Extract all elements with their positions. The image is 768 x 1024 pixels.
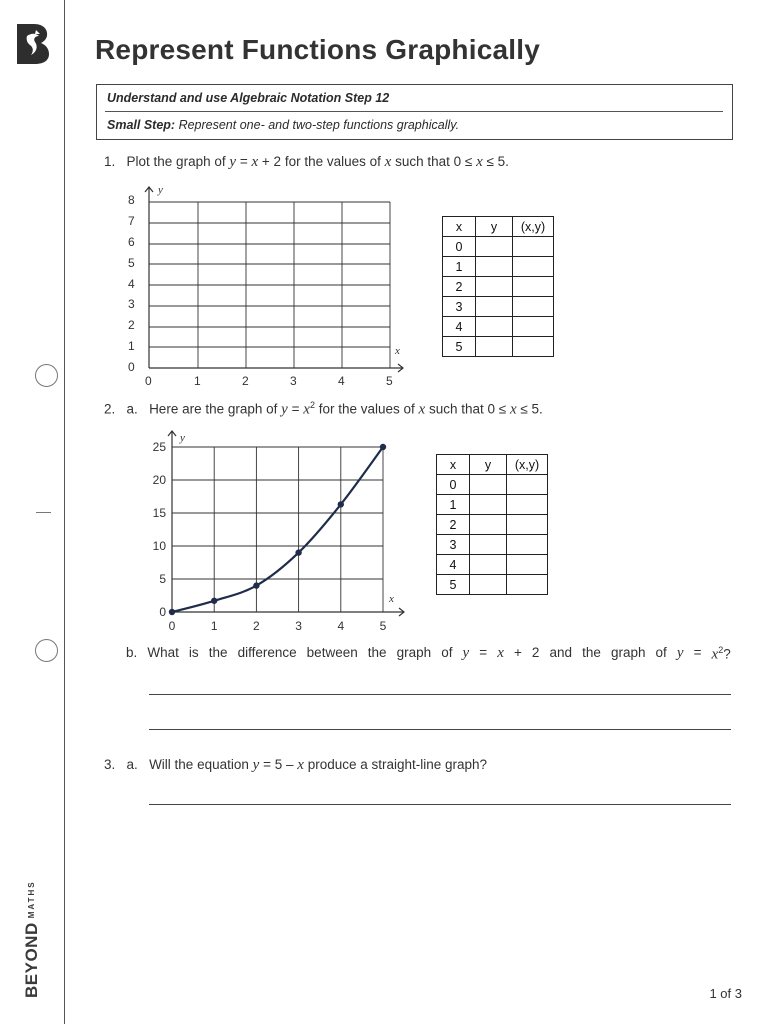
q2b-plus: + (513, 645, 522, 660)
q2b-two: 2 (531, 645, 540, 660)
small-step-line (107, 118, 459, 132)
q1-plus: + 2 (261, 154, 282, 169)
question-2-table (436, 454, 548, 595)
q2b-word: of (441, 645, 453, 660)
question-1-blank-grid (120, 180, 420, 395)
data-point (380, 444, 386, 450)
y-tick-label: 25 (152, 440, 166, 454)
table-xy-input[interactable] (513, 277, 554, 297)
x-axis-label: x (389, 593, 394, 605)
chart-gridlines (172, 447, 383, 612)
table-xy-input[interactable] (513, 297, 554, 317)
q2b-word: the (367, 645, 387, 660)
q2b-word: difference (237, 645, 297, 660)
part-label: a. (126, 757, 138, 772)
table-x-cell: 1 (443, 257, 476, 277)
brand-name: BEYOND (22, 922, 41, 998)
page-number: 1 of 3 (709, 986, 742, 1001)
x-tick-label: 5 (386, 374, 393, 388)
answer-line[interactable] (149, 729, 731, 730)
x-tick-label: 3 (290, 374, 297, 388)
x-axis-label: x (395, 345, 400, 357)
margin-line (64, 0, 65, 1024)
math-x: x (711, 646, 719, 663)
q2b-eq: = (479, 645, 488, 660)
q2b-word: and (549, 645, 573, 660)
y-tick-label: 0 (128, 360, 135, 374)
table-y-input[interactable] (470, 515, 507, 535)
punch-hole-top (35, 364, 58, 387)
small-step-text: Represent one- and two-step functions graphically. (178, 118, 460, 132)
table-xy-input[interactable] (507, 535, 548, 555)
q2-text-d: ≤ 5. (520, 401, 543, 417)
question-number: 2. (104, 401, 116, 417)
part-label: b. (126, 645, 138, 660)
q2b-word: is (188, 645, 199, 660)
data-point (211, 598, 217, 604)
chart-axes (168, 431, 404, 616)
math-x: x (384, 154, 392, 170)
step-info-box (96, 84, 733, 140)
y-axis-label: y (180, 432, 185, 444)
y-tick-label: 15 (152, 506, 166, 520)
q3-text-b: produce a straight-line graph? (307, 757, 488, 772)
table-x-cell: 5 (443, 337, 476, 357)
question-number: 1. (104, 154, 116, 169)
part-label: a. (126, 401, 138, 417)
table-xy-input[interactable] (513, 237, 554, 257)
table-header-row (437, 455, 548, 475)
math-y: y (281, 401, 288, 418)
x-tick-label: 0 (145, 374, 152, 388)
table-xy-input[interactable] (507, 575, 548, 595)
y-tick-label: 4 (128, 277, 135, 291)
table-y-input[interactable] (470, 535, 507, 555)
table-row (437, 575, 548, 595)
q2b-word: graph (396, 645, 432, 660)
table-x-cell: 3 (443, 297, 476, 317)
series-line (172, 447, 383, 612)
y-tick-label: 0 (159, 605, 166, 619)
question-mark: ? (723, 646, 731, 662)
table-x-cell: 0 (437, 475, 470, 495)
table-y-input[interactable] (470, 495, 507, 515)
table-xy-input[interactable] (513, 257, 554, 277)
data-points (169, 444, 386, 615)
table-x-cell: 4 (437, 555, 470, 575)
table-header: (x,y) (513, 217, 554, 237)
question-2b-text (126, 645, 731, 664)
table-row (437, 475, 548, 495)
q2b-word: the (208, 645, 228, 660)
table-row (443, 277, 554, 297)
x-tick-label: 4 (337, 619, 345, 633)
q3-eq: = 5 – (263, 757, 294, 772)
y-tick-label: 3 (128, 297, 135, 311)
answer-line[interactable] (149, 694, 731, 695)
superscript: 2 (718, 645, 724, 655)
y-tick-label: 5 (128, 256, 135, 270)
table-y-input[interactable] (476, 237, 513, 257)
page-title: Represent Functions Graphically (95, 34, 540, 65)
x-tick-label: 1 (210, 619, 218, 633)
math-y: y (229, 154, 237, 170)
y-tick-label: 10 (152, 539, 166, 553)
fold-mark (36, 512, 51, 513)
math-x: x (476, 154, 483, 170)
math-y: y (252, 757, 260, 773)
table-x-cell: 0 (443, 237, 476, 257)
q2-eq: = (291, 401, 300, 417)
table-y-input[interactable] (470, 475, 507, 495)
table-xy-input[interactable] (507, 555, 548, 575)
x-tick-label: 1 (194, 374, 201, 388)
table-y-input[interactable] (476, 337, 513, 357)
table-header: y (470, 455, 507, 475)
math-x: x (418, 401, 426, 418)
data-point (295, 549, 301, 555)
question-2-chart (140, 425, 420, 640)
superscript: 2 (309, 400, 315, 410)
x-tick-label: 4 (338, 374, 345, 388)
table-y-input[interactable] (476, 317, 513, 337)
table-row (437, 495, 548, 515)
y-tick-labels (153, 440, 167, 619)
q2b-word: graph (610, 645, 646, 660)
table-x-cell: 5 (437, 575, 470, 595)
brand-subtitle: MATHS (27, 880, 36, 919)
table-row (437, 515, 548, 535)
beyond-logo-icon (14, 22, 52, 66)
math-x: x (303, 401, 310, 418)
table-xy-input[interactable] (507, 495, 548, 515)
table-header-row (443, 217, 554, 237)
q2-text-c: such that 0 ≤ (428, 401, 507, 417)
table-y-input[interactable] (476, 257, 513, 277)
q2b-word: of (655, 645, 667, 660)
math-x: x (497, 645, 504, 661)
x-tick-labels (169, 619, 387, 633)
table-row (443, 337, 554, 357)
question-3a-text (104, 757, 487, 774)
data-point (338, 501, 344, 507)
answer-line[interactable] (149, 804, 731, 805)
table-header: x (437, 455, 470, 475)
info-divider (105, 111, 723, 112)
math-x: x (297, 757, 304, 773)
y-tick-label: 20 (152, 473, 166, 487)
table-row (443, 237, 554, 257)
table-header: y (476, 217, 513, 237)
question-2a-text (104, 400, 543, 419)
q1-text-c: such that 0 ≤ (395, 154, 473, 169)
q2b-word: between (306, 645, 358, 660)
table-header: x (443, 217, 476, 237)
y-tick-label: 2 (128, 318, 135, 332)
q1-eq: = (239, 154, 248, 169)
table-x-cell: 2 (443, 277, 476, 297)
q2b-eq: = (693, 645, 702, 660)
table-y-input[interactable] (476, 277, 513, 297)
x-tick-label: 5 (379, 619, 387, 633)
question-1-table (442, 216, 554, 357)
small-step-label: Small Step: (107, 118, 176, 132)
table-xy-input[interactable] (507, 515, 548, 535)
q1-text-a: Plot the graph of (126, 154, 226, 169)
table-x-cell: 3 (437, 535, 470, 555)
x-tick-label: 3 (295, 619, 302, 633)
punch-hole-bottom (35, 639, 58, 662)
table-row (443, 317, 554, 337)
data-point (169, 609, 175, 615)
table-row (443, 297, 554, 317)
q2-text-b: for the values of (318, 401, 415, 417)
y-tick-label: 7 (128, 214, 135, 228)
q1-text-d: ≤ 5. (486, 154, 509, 169)
x-tick-label: 0 (168, 619, 176, 633)
table-xy-input[interactable] (513, 317, 554, 337)
y-tick-label: 1 (128, 339, 135, 353)
math-y: y (676, 645, 684, 661)
table-x-cell: 1 (437, 495, 470, 515)
brand-wordmark (22, 860, 42, 1000)
step-label: Understand and use Algebraic Notation Step 12 (107, 91, 390, 105)
table-y-input[interactable] (476, 297, 513, 317)
math-y: y (462, 645, 470, 661)
table-row (437, 535, 548, 555)
table-y-input[interactable] (470, 555, 507, 575)
y-tick-label: 8 (128, 193, 135, 207)
table-row (443, 257, 554, 277)
table-xy-input[interactable] (513, 337, 554, 357)
x-tick-label: 2 (253, 619, 260, 633)
table-row (437, 555, 548, 575)
question-1-text (104, 154, 509, 171)
y-tick-label: 5 (159, 572, 166, 586)
table-x-cell: 4 (443, 317, 476, 337)
question-number: 3. (104, 757, 116, 772)
table-x-cell: 2 (437, 515, 470, 535)
q2-text-a: Here are the graph of (149, 401, 278, 417)
y-tick-label: 6 (128, 235, 135, 249)
x-tick-label: 2 (242, 374, 249, 388)
q2b-word: What (147, 645, 179, 660)
q3-text-a: Will the equation (149, 757, 249, 772)
q1-text-b: for the values of (284, 154, 381, 169)
math-x: x (509, 401, 517, 418)
y-axis-label: y (158, 184, 163, 196)
table-xy-input[interactable] (507, 475, 548, 495)
math-x: x (251, 154, 259, 170)
table-y-input[interactable] (470, 575, 507, 595)
q2b-word: the (582, 645, 601, 660)
data-point (253, 582, 259, 588)
table-header: (x,y) (507, 455, 548, 475)
